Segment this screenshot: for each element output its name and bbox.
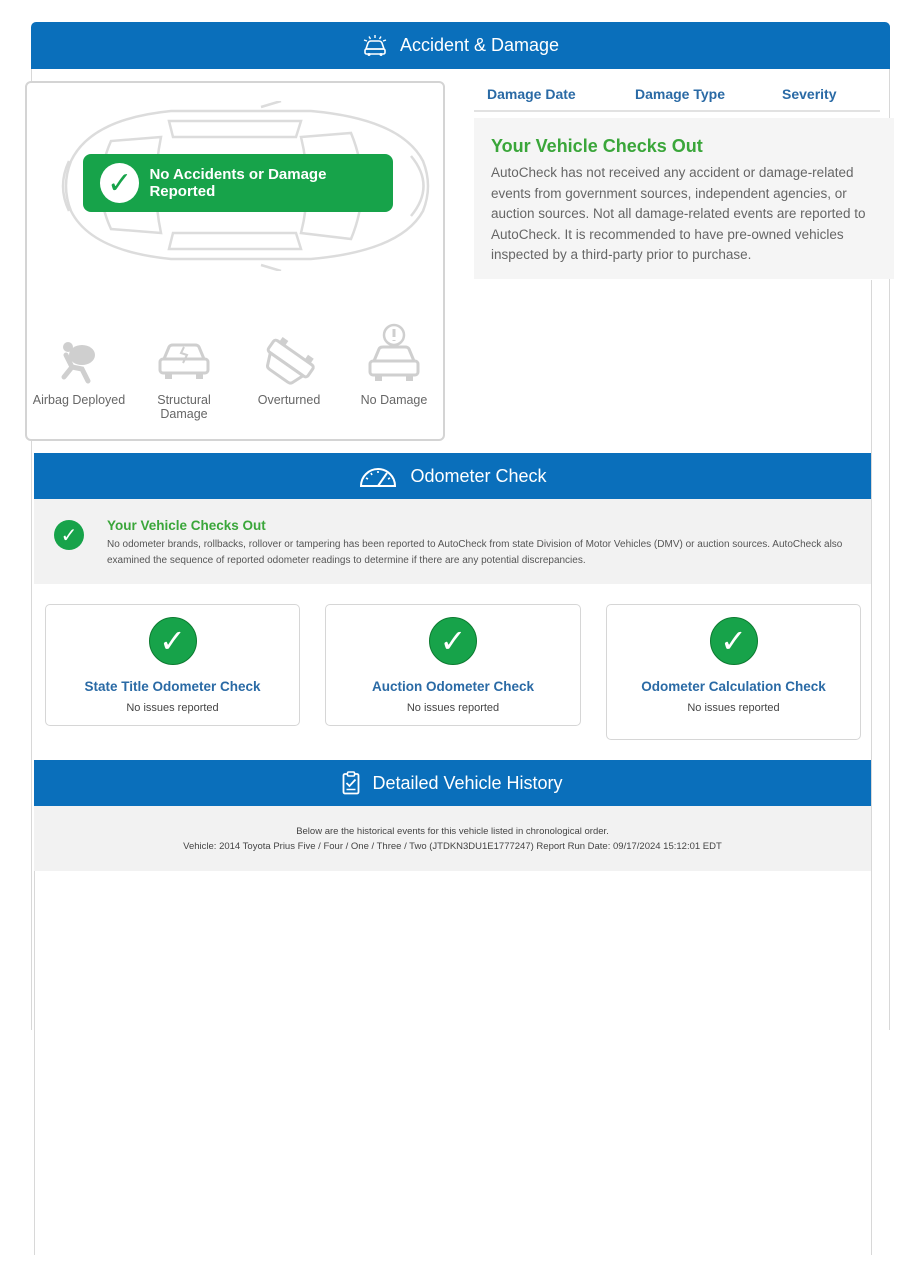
- odometer-checks-out-text: No odometer brands, rollbacks, rollover or tampering has been reported to AutoCheck from state Division of Motor Vehicles (DMV) or auction sources. AutoCheck also examined the sequence of reported odometer readings to determine if there are any potential discrepancies.: [107, 539, 843, 566]
- car-crash-icon: [362, 35, 388, 57]
- no-damage-icon: [366, 323, 422, 385]
- odometer-check-icon: ✓: [54, 520, 84, 550]
- category-no-damage: No Damage: [344, 323, 444, 407]
- odometer-check-header: [34, 453, 871, 499]
- category-overturned: Overturned: [239, 337, 339, 407]
- vehicle-history-title: Detailed Vehicle History: [372, 772, 563, 793]
- odometer-card-auction: ✓ Auction Odometer Check No issues reported: [325, 604, 581, 726]
- checkmark-icon: ✓: [100, 163, 139, 203]
- no-accidents-badge: ✓ No Accidents or Damage Reported: [83, 154, 393, 212]
- checkmark-icon: ✓: [429, 617, 477, 665]
- odometer-card-state-title: ✓ State Title Odometer Check No issues reported: [45, 604, 300, 726]
- odometer-check-title: Odometer Check: [410, 465, 547, 486]
- airbag-icon: [56, 337, 102, 385]
- category-structural-damage: Structural Damage: [134, 337, 234, 421]
- column-header-damage-date: Damage Date: [487, 86, 576, 102]
- damage-illustration-panel: [25, 81, 445, 441]
- column-header-severity: Severity: [782, 86, 837, 102]
- accident-damage-header: [31, 22, 890, 69]
- column-header-damage-type: Damage Type: [635, 86, 725, 102]
- vehicle-history-header: [34, 760, 871, 806]
- vehicle-history-intro: [34, 806, 871, 871]
- odometer-card-calculation: ✓ Odometer Calculation Check No issues reported: [606, 604, 861, 740]
- accident-damage-title: Accident & Damage: [399, 35, 560, 55]
- clipboard-check-icon: [342, 771, 360, 795]
- odometer-checks-out-title: Your Vehicle Checks Out: [107, 518, 266, 533]
- accident-checks-out-text: AutoCheck has not received any accident or damage-related events from government sources, independent agencies, or auction sources. Not all damage-related events are reported to AutoCheck. It is recommended to have pre-owned vehicles inspected by a third-party prior to purchase.: [491, 165, 866, 262]
- speedometer-icon: [358, 464, 398, 488]
- checkmark-icon: ✓: [710, 617, 758, 665]
- history-intro-text: Below are the historical events for this vehicle listed in chronological order.: [296, 826, 609, 837]
- category-airbag-deployed: Airbag Deployed: [29, 337, 129, 407]
- checkmark-icon: ✓: [149, 617, 197, 665]
- table-header-divider: [474, 110, 880, 112]
- overturned-icon: [261, 337, 317, 385]
- accident-checks-out-panel: [474, 118, 894, 279]
- structural-damage-icon: [156, 337, 212, 385]
- accident-checks-out-title: Your Vehicle Checks Out: [491, 136, 703, 156]
- history-vehicle-line: Vehicle: 2014 Toyota Prius Five / Four / One / Three / Two (JTDKN3DU1E1777247) Report Run Date: 09/17/2024 15:12:01 EDT: [183, 841, 722, 852]
